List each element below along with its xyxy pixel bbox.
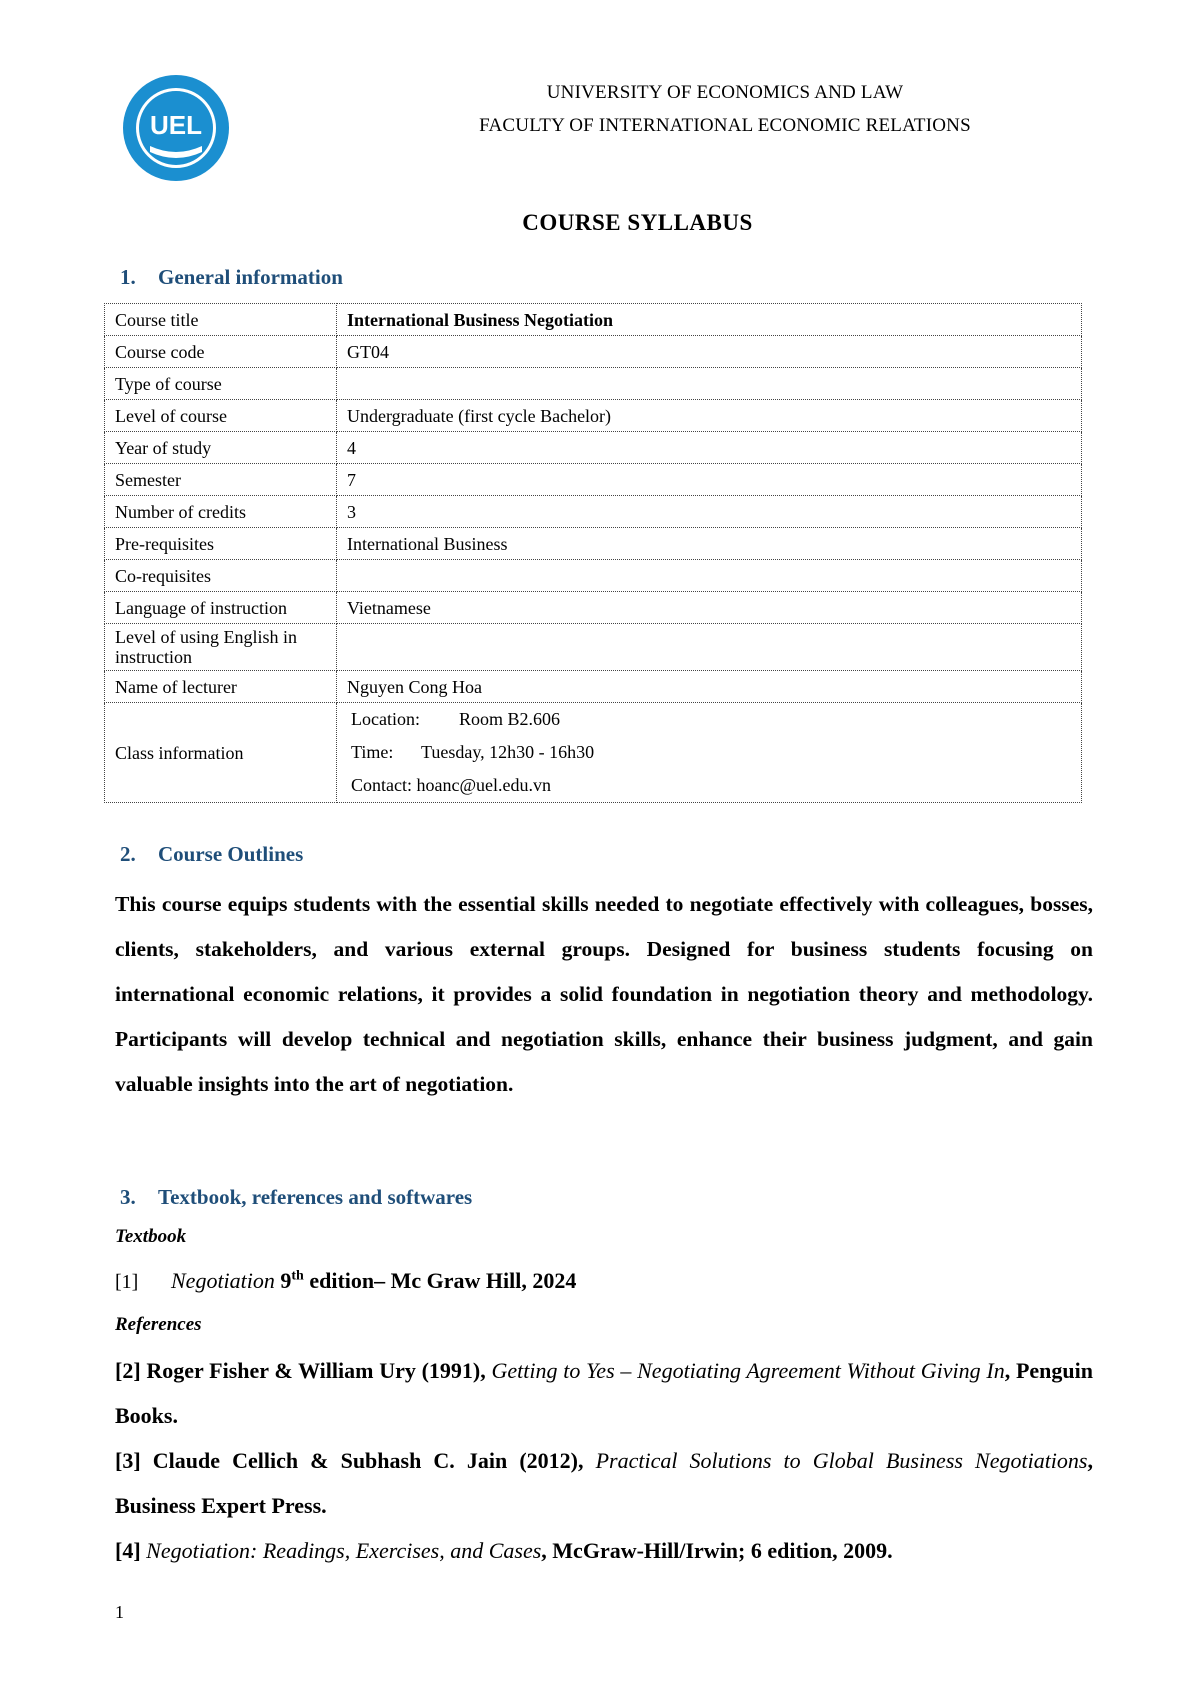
row-value: International Business bbox=[337, 528, 1082, 560]
row-label: Class information bbox=[105, 703, 337, 803]
textbook-details: edition– Mc Graw Hill, 2024 bbox=[309, 1268, 577, 1293]
section-1-heading bbox=[120, 265, 343, 290]
reference-item-2 bbox=[115, 1348, 1093, 1438]
row-value: 3 bbox=[337, 496, 1082, 528]
table-row bbox=[105, 464, 1082, 496]
location-line bbox=[347, 703, 1071, 736]
table-row bbox=[105, 400, 1082, 432]
section-number: 1. bbox=[120, 265, 136, 289]
textbook-heading: Textbook bbox=[115, 1226, 187, 1247]
row-value: 4 bbox=[337, 432, 1082, 464]
row-label: Co-requisites bbox=[105, 560, 337, 592]
row-value: GT04 bbox=[337, 336, 1082, 368]
location-value: Room B2.606 bbox=[459, 709, 561, 729]
section-3-heading bbox=[120, 1185, 472, 1210]
row-label: Level of using English in instruction bbox=[105, 624, 337, 671]
document-title: COURSE SYLLABUS bbox=[522, 210, 753, 235]
reference-item-3 bbox=[115, 1438, 1093, 1528]
row-label: Pre-requisites bbox=[105, 528, 337, 560]
row-label: Number of credits bbox=[105, 496, 337, 528]
row-value: 7 bbox=[337, 464, 1082, 496]
contact-email[interactable]: hoanc@uel.edu.vn bbox=[416, 775, 552, 795]
table-row bbox=[105, 304, 1082, 336]
page-number: 1 bbox=[115, 1602, 124, 1622]
class-info-cell bbox=[337, 703, 1082, 803]
row-value bbox=[337, 624, 1082, 671]
reference-number: [2] bbox=[115, 1358, 141, 1383]
reference-number: [1] bbox=[115, 1271, 139, 1293]
reference-publisher: , Business Expert Press. bbox=[115, 1448, 1093, 1518]
row-value: Nguyen Cong Hoa bbox=[337, 671, 1082, 703]
row-value: International Business Negotiation bbox=[337, 304, 1082, 336]
time-value: Tuesday, 12h30 - 16h30 bbox=[421, 742, 595, 762]
table-row bbox=[105, 496, 1082, 528]
time-label: Time: bbox=[351, 742, 394, 762]
row-label: Course title bbox=[105, 304, 337, 336]
reference-number: [4] bbox=[115, 1538, 141, 1563]
contact-line bbox=[347, 769, 1071, 802]
row-label: Language of instruction bbox=[105, 592, 337, 624]
textbook-title: Negotiation bbox=[171, 1268, 275, 1293]
uel-logo bbox=[120, 72, 232, 184]
faculty-name: FACULTY OF INTERNATIONAL ECONOMIC RELATIONS bbox=[479, 115, 971, 136]
table-row bbox=[105, 368, 1082, 400]
table-row bbox=[105, 528, 1082, 560]
reference-item-4 bbox=[115, 1528, 1093, 1573]
table-row bbox=[105, 560, 1082, 592]
section-title: Textbook, references and softwares bbox=[158, 1185, 473, 1209]
reference-title: Getting to Yes – Negotiating Agreement Without Giving In bbox=[491, 1358, 1005, 1383]
location-label: Location: bbox=[351, 709, 420, 729]
table-row bbox=[105, 592, 1082, 624]
edition-number: 9 bbox=[280, 1268, 292, 1293]
row-label: Level of course bbox=[105, 400, 337, 432]
university-name: UNIVERSITY OF ECONOMICS AND LAW bbox=[546, 82, 904, 103]
textbook-entry bbox=[115, 1268, 576, 1294]
row-label: Year of study bbox=[105, 432, 337, 464]
row-label: Name of lecturer bbox=[105, 671, 337, 703]
references-heading: References bbox=[115, 1314, 202, 1335]
row-label: Type of course bbox=[105, 368, 337, 400]
section-number: 3. bbox=[120, 1185, 136, 1209]
reference-title: Practical Solutions to Global Business Negotiations bbox=[595, 1448, 1088, 1473]
course-outline-paragraph: This course equips students with the essential skills needed to negotiate effectively with colleagues, bosses, clients, stakeholders, and various external groups. Designed for business students focusing on international economic relations, it provides a solid foundation in negotiation theory and methodology. Participants will develop technical and negotiation skills, enhance their business judgment, and gain valuable insights into the art of negotiation. bbox=[115, 892, 1093, 1096]
reference-publisher: , Penguin Books. bbox=[115, 1358, 1094, 1428]
row-label: Semester bbox=[105, 464, 337, 496]
table-row bbox=[105, 432, 1082, 464]
row-value: Vietnamese bbox=[337, 592, 1082, 624]
section-title: General information bbox=[158, 265, 343, 289]
reference-number: [3] bbox=[115, 1448, 141, 1473]
section-number: 2. bbox=[120, 842, 136, 866]
reference-publisher: , McGraw-Hill/Irwin; 6 edition, 2009. bbox=[541, 1538, 893, 1563]
row-label: Course code bbox=[105, 336, 337, 368]
reference-authors: Claude Cellich & Subhash C. Jain (2012), bbox=[152, 1448, 584, 1473]
section-title: Course Outlines bbox=[158, 842, 304, 866]
row-value bbox=[337, 560, 1082, 592]
time-line bbox=[347, 736, 1071, 769]
table-row bbox=[105, 336, 1082, 368]
reference-title: Negotiation: Readings, Exercises, and Cases bbox=[146, 1538, 542, 1563]
logo-text: UEL bbox=[150, 110, 202, 140]
contact-label: Contact: bbox=[351, 775, 412, 795]
row-value: Undergraduate (first cycle Bachelor) bbox=[337, 400, 1082, 432]
table-row bbox=[105, 671, 1082, 703]
edition-suffix: th bbox=[291, 1268, 304, 1284]
table-row bbox=[105, 624, 1082, 671]
section-2-heading bbox=[120, 842, 303, 867]
row-value bbox=[337, 368, 1082, 400]
table-row bbox=[105, 703, 1082, 803]
reference-authors: Roger Fisher & William Ury (1991), bbox=[146, 1358, 486, 1383]
general-info-table bbox=[104, 303, 1082, 803]
